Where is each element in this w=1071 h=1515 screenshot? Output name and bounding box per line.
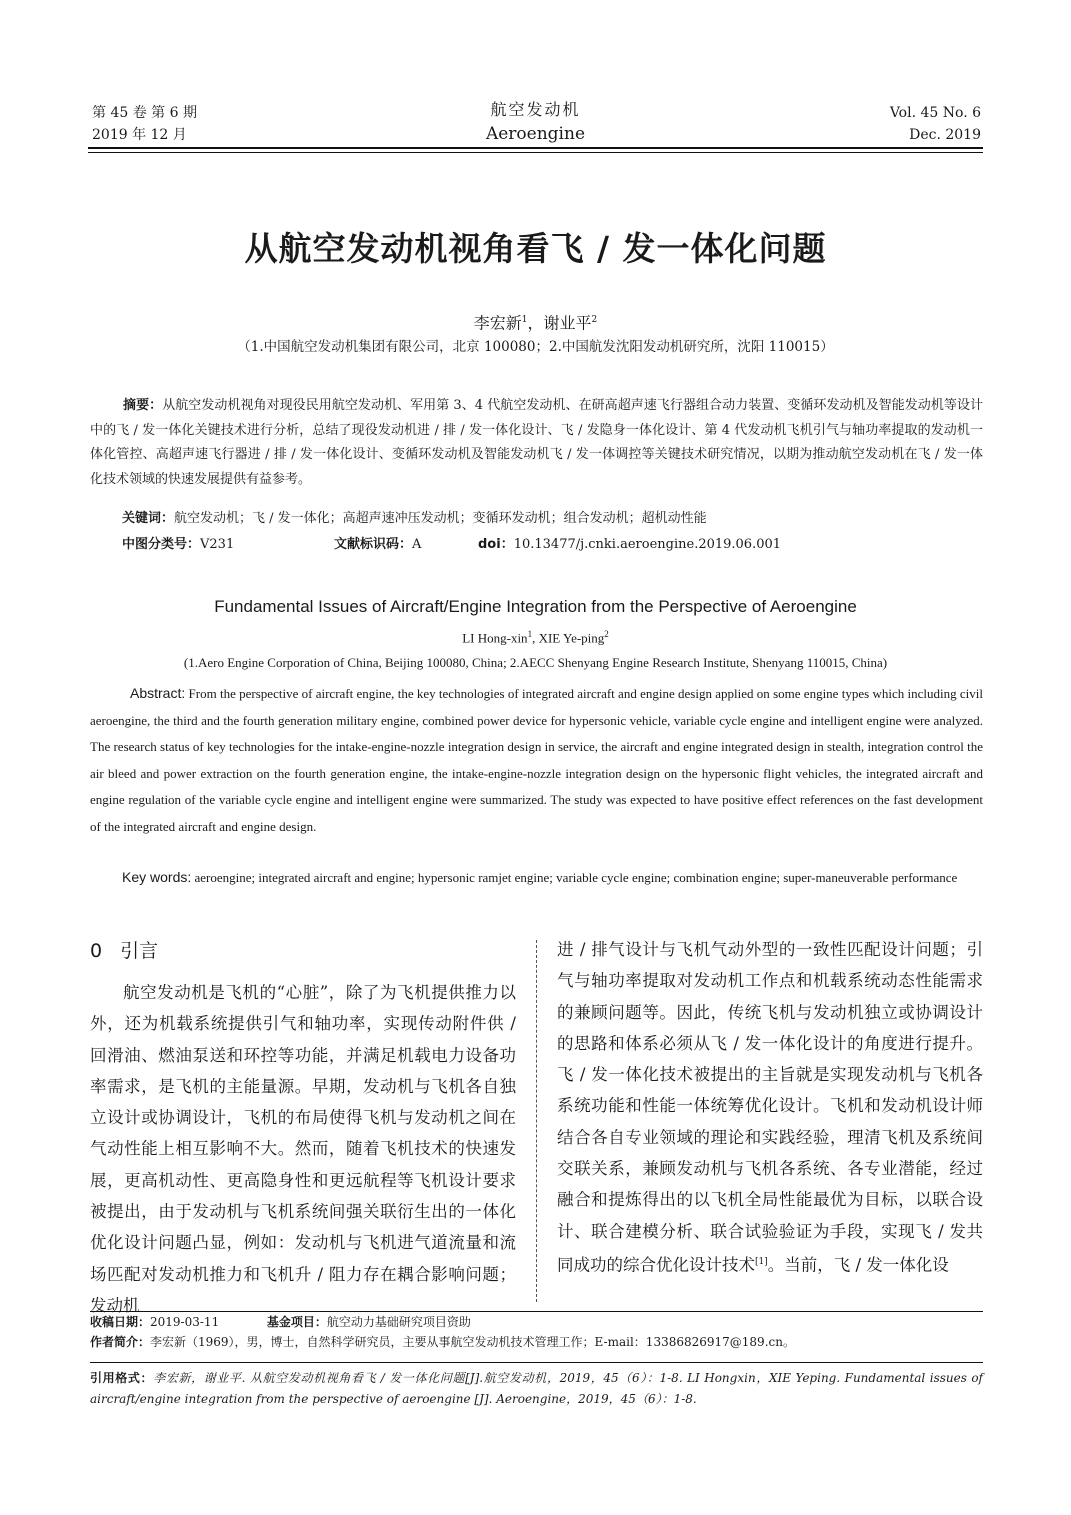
reference-marker: [1] <box>755 1256 768 1267</box>
date-cn: 2019 年 12 月 <box>92 127 187 143</box>
footnote-received-fund <box>90 1312 983 1332</box>
affiliation-mark: 2 <box>591 315 598 325</box>
doc-code-label: 文献标识码： <box>334 537 413 552</box>
header-rule-thin <box>88 152 983 153</box>
author-line <box>88 308 983 335</box>
date-en: Dec. 2019 <box>909 127 981 143</box>
english-keywords <box>90 864 983 892</box>
doc-code-group <box>334 532 478 558</box>
citation-label: 引用格式： <box>90 1371 154 1385</box>
affiliation-mark: 2 <box>604 629 609 639</box>
abstract-label: 摘要： <box>123 398 163 413</box>
fund-value: 航空动力基础研究项目资助 <box>326 1315 471 1329</box>
header-rule-thick <box>88 147 983 149</box>
body-text: 。当前，飞 / 发一体化设 <box>767 1255 949 1275</box>
affiliation-mark: 1 <box>521 315 528 325</box>
english-author-name: LI Hong-xin <box>462 630 528 646</box>
english-abstract <box>90 680 983 840</box>
affiliation-mark: 1 <box>527 629 533 639</box>
journal-name <box>380 98 691 146</box>
fund-label: 基金项目： <box>266 1315 327 1329</box>
journal-name-cn: 航空发动机 <box>490 100 581 119</box>
english-affiliation: (1.Aero Engine Corporation of China, Beijing 100080, China; 2.AECC Shenyang Engine Research Institute, Shenyang 110015, China) <box>183 655 888 670</box>
doi-label: doi： <box>478 537 514 552</box>
body-column-left: 航空发动机是飞机的“心脏”，除了为飞机提供推力以外，还为机载系统提供引气和轴功率，实现传动附件供 / 回滑油、燃油泵送和环控等功能，并满足机载电力设备功率需求，是飞机的主能量源。早期，发动机与飞机各自独立设计或协调设计，飞机的布局使得飞机与发动机之间在气动性能上相互影响不大。然而，随着飞机技术的快速发展，更高机动性、更高隐身性和更远航程等飞机设计要求被提出，由于发动机与飞机系统间强关联衍生出的一体化优化设计问题凸显，例如：发动机与飞机进气道流量和流场匹配对发动机推力和飞机升 / 阻力存在耦合影响问题；发动机 <box>90 983 516 1315</box>
body-column-right <box>557 934 983 1281</box>
author-name: 谢业平 <box>543 313 592 333</box>
clc-group <box>122 532 334 558</box>
paper-title: 从航空发动机视角看飞 / 发一体化问题 <box>244 229 827 268</box>
clc-label: 中图分类号： <box>122 537 201 552</box>
english-title: Fundamental Issues of Aircraft/Engine Integration from the Perspective of Aeroengine <box>214 597 857 616</box>
english-author-name: XIE Ye-ping <box>538 630 605 646</box>
abstract-text: 从航空发动机视角对现役民用航空发动机、军用第 3、4 代航空发动机、在研高超声速飞行器组合动力装置、变循环发动机及智能发动机等设计中的飞 / 发一体化关键技术进行分析，总结了现役发动机进 / 排 / 发一体化设计、飞 / 发隐身一体化设计、第 4 代发动机飞机引气与轴功率提取的发动机一体化管控、高超声速飞行器进 / 排 / 发一体化设计、变循环发动机及智能发动机飞 / 发一体调控等关键技术研究情况，以期为推动航空发动机在飞 / 发一体化技术领域的快速发展提供有益参考。 <box>90 398 983 487</box>
received-label: 收稿日期： <box>90 1315 151 1329</box>
keywords-text: 航空发动机；飞 / 发一体化；高超声速冲压发动机；变循环发动机；组合发动机；超机动性能 <box>174 511 707 526</box>
english-abstract-label: Abstract: <box>130 685 186 701</box>
doc-code-value: A <box>412 537 422 552</box>
received-value: 2019-03-11 <box>150 1315 220 1329</box>
header-volume-info-en <box>890 102 981 146</box>
classification-row <box>122 532 982 558</box>
citation-format <box>90 1368 983 1410</box>
header-volume-info <box>92 102 197 146</box>
english-keywords-text: aeroengine; integrated aircraft and engine; hypersonic ramjet engine; variable cycle engine; combination engine; super-maneuverable performance <box>194 870 958 885</box>
column-divider <box>536 940 537 1302</box>
section-heading <box>90 936 158 966</box>
english-abstract-text: From the perspective of aircraft engine, the key technologies of integrated aircraft and engine design applied on some engine types which including civil aeroengine, the third and the fourth generation military engine, combined power device for hypersonic vehicle, variable cycle engine and intelligent engine were analyzed. The research status of key technologies for the intake-engine-nozzle integration design in service, the aircraft and engine integrated design in stealth, integration control the air bleed and power extraction on the fourth generation engine, the intake-engine-nozzle integration design on the hypersonic flight vehicles, the integrated aircraft and engine regulation of the variable cycle engine and intelligent engine were summarized. The study was expected to have positive effect references on the fast development of the integrated aircraft and engine design. <box>90 686 983 834</box>
abstract-cn <box>90 394 983 492</box>
citation-rule <box>90 1362 983 1363</box>
volume-issue-en: Vol. 45 No. 6 <box>889 105 981 121</box>
body-text: 进 / 排气设计与飞机气动外型的一致性匹配设计问题；引气与轴功率提取对发动机工作点和机载系统动态性能需求的兼顾问题等。因此，传统飞机与发动机独立或协调设计的思路和体系必须从飞 / 发一体化设计的角度进行提升。飞 / 发一体化技术被提出的主旨就是实现发动机与飞机各系统功能和性能一体统筹优化设计。飞机和发动机设计师结合各自专业领域的理论和实践经验，理清飞机及系统间交联关系，兼顾发动机与飞机各系统、各专业潜能，经过融合和提炼得出的以飞机全局性能最优为目标，以联合设计、联合建模分析、联合试验验证为手段，实现飞 / 发共同成功的综合优化设计技术 <box>557 940 983 1275</box>
author-name: 李宏新 <box>473 313 522 333</box>
author-bio-label: 作者简介： <box>90 1335 151 1349</box>
journal-name-en: Aeroengine <box>485 124 586 144</box>
footnote-author-bio <box>90 1332 983 1352</box>
keywords-label: 关键词： <box>122 511 175 526</box>
author-separator: ， <box>527 313 544 333</box>
author-separator: , <box>532 630 539 646</box>
doi-value: 10.13477/j.cnki.aeroengine.2019.06.001 <box>513 537 782 552</box>
english-keywords-label: Key words: <box>122 869 192 885</box>
citation-text: 李宏新，谢业平. 从航空发动机视角看飞 / 发一体化问题[J].航空发动机，2019，45（6）：1-8. LI Hongxin，XIE Yeping. Fundamental issues of aircraft/engine integration from the perspective of aeroengine [J]. Aeroengine，2019，45（6）：1-8. <box>90 1371 983 1406</box>
section-number: 0 <box>90 940 103 962</box>
english-author-line <box>88 623 983 649</box>
section-title: 引言 <box>120 940 159 962</box>
doi-group <box>478 532 781 558</box>
affiliation: （1.中国航空发动机集团有限公司，北京 100080；2.中国航发沈阳发动机研究所，沈阳 110015） <box>237 339 834 355</box>
keywords-cn <box>122 506 707 532</box>
volume-issue-cn: 第 45 卷 第 6 期 <box>92 105 197 121</box>
author-bio-value: 李宏新（1969），男，博士，自然科学研究员，主要从事航空发动机技术管理工作；E-mail：13386826917@189.cn。 <box>150 1335 795 1349</box>
clc-value: V231 <box>200 537 235 552</box>
